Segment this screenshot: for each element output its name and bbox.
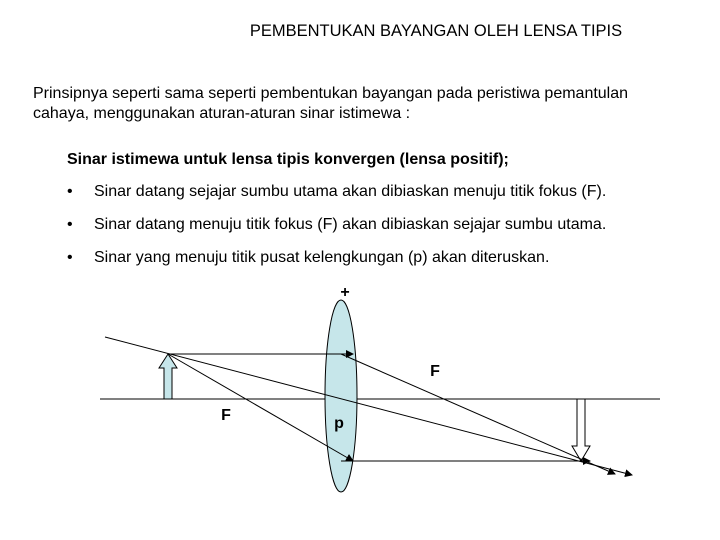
lens-sign-label: + bbox=[340, 284, 350, 301]
intro-text: Prinsipnya seperti sama seperti pembentukan bayangan pada peristiwa pemantulan cahaya, menggunakan aturan-aturan sinar istimewa : bbox=[33, 85, 629, 122]
focus-right-label: F bbox=[430, 363, 440, 380]
subheading: Sinar istimewa untuk lensa tipis konvergen (lensa positif); bbox=[67, 151, 509, 168]
ray-parallel-refracted bbox=[341, 354, 615, 474]
center-label: p bbox=[334, 415, 344, 432]
rule-text: Sinar datang menuju titik fokus (F) akan dibiaskan sejajar sumbu utama. bbox=[94, 216, 607, 233]
bullet-icon: • bbox=[67, 216, 73, 233]
bullet-icon: • bbox=[67, 249, 73, 266]
object-arrow bbox=[159, 354, 177, 399]
image-arrow bbox=[572, 399, 590, 461]
bullet-icon: • bbox=[67, 183, 73, 200]
rule-text: Sinar datang sejajar sumbu utama akan dibiaskan menuju titik fokus (F). bbox=[94, 183, 607, 200]
focus-left-label: F bbox=[221, 407, 231, 424]
page-title: PEMBENTUKAN BAYANGAN OLEH LENSA TIPIS bbox=[249, 22, 623, 40]
rule-text: Sinar yang menuju titik pusat kelengkungan (p) akan diteruskan. bbox=[94, 249, 550, 266]
ray-center bbox=[105, 337, 632, 475]
